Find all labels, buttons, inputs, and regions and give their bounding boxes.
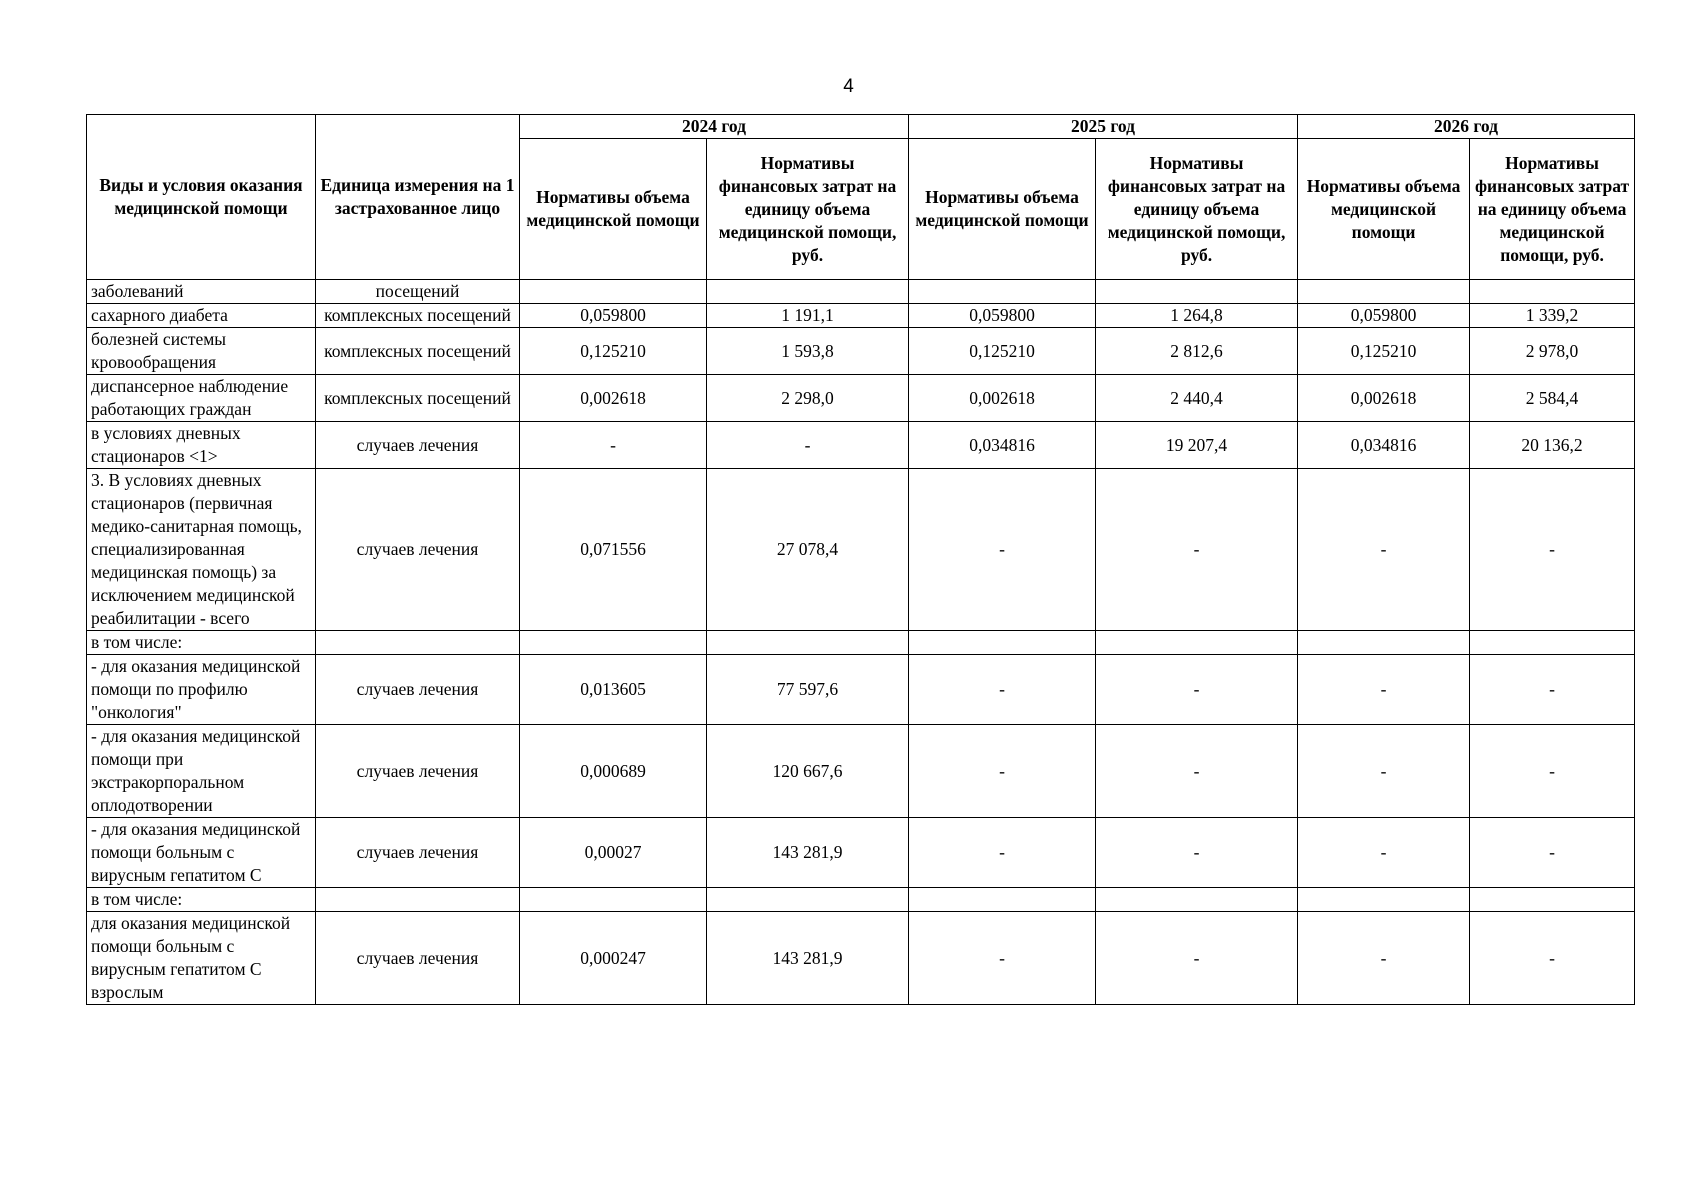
- cell-cost-2024: 2 298,0: [707, 375, 909, 422]
- cell-volume-2026: 0,034816: [1298, 422, 1470, 469]
- cell-cost-2024: 1 191,1: [707, 304, 909, 328]
- cell-cost-2025: -: [1096, 469, 1298, 631]
- cell-cost-2024: [707, 888, 909, 912]
- cell-volume-2026: 0,002618: [1298, 375, 1470, 422]
- cell-volume-2026: -: [1298, 655, 1470, 725]
- cell-volume-2026: 0,125210: [1298, 328, 1470, 375]
- table-row: [87, 422, 1635, 469]
- cell-cost-2025: -: [1096, 655, 1298, 725]
- header-year-2024: 2024 год: [520, 115, 909, 139]
- row-name: для оказания медицинской помощи больным с вирусным гепатитом С взрослым: [87, 912, 316, 1005]
- row-unit: комплексных посещений: [316, 304, 520, 328]
- cell-volume-2024: -: [520, 422, 707, 469]
- cell-volume-2024: [520, 888, 707, 912]
- row-unit: [316, 888, 520, 912]
- row-name: - для оказания медицинской помощи по профилю "онкология": [87, 655, 316, 725]
- cell-cost-2024: 143 281,9: [707, 912, 909, 1005]
- cell-volume-2025: [909, 280, 1096, 304]
- table-row: [87, 469, 1635, 631]
- table-row: [87, 725, 1635, 818]
- cell-cost-2024: [707, 280, 909, 304]
- cell-cost-2025: -: [1096, 725, 1298, 818]
- cell-volume-2026: [1298, 888, 1470, 912]
- table-row: [87, 375, 1635, 422]
- cell-cost-2026: [1470, 888, 1635, 912]
- cell-cost-2025: -: [1096, 818, 1298, 888]
- row-unit: случаев лечения: [316, 655, 520, 725]
- header-volume-2025: Нормативы объема медицинской помощи: [909, 139, 1096, 280]
- cell-cost-2025: 19 207,4: [1096, 422, 1298, 469]
- header-cost-2025: Нормативы финансовых затрат на единицу объема медицинской помощи, руб.: [1096, 139, 1298, 280]
- cell-cost-2024: 77 597,6: [707, 655, 909, 725]
- table-row: [87, 328, 1635, 375]
- cell-cost-2024: [707, 631, 909, 655]
- table-row: [87, 280, 1635, 304]
- table-row: [87, 304, 1635, 328]
- header-volume-2026: Нормативы объема медицинской помощи: [1298, 139, 1470, 280]
- row-unit: посещений: [316, 280, 520, 304]
- cell-volume-2026: 0,059800: [1298, 304, 1470, 328]
- medical-norms-table: [86, 114, 1635, 1005]
- table-row: [87, 818, 1635, 888]
- row-name: диспансерное наблюдение работающих граждан: [87, 375, 316, 422]
- row-unit: комплексных посещений: [316, 375, 520, 422]
- row-name: в том числе:: [87, 631, 316, 655]
- cell-cost-2026: 1 339,2: [1470, 304, 1635, 328]
- cell-volume-2025: 0,002618: [909, 375, 1096, 422]
- cell-cost-2025: [1096, 280, 1298, 304]
- cell-volume-2024: 0,002618: [520, 375, 707, 422]
- cell-cost-2024: 143 281,9: [707, 818, 909, 888]
- cell-cost-2024: -: [707, 422, 909, 469]
- cell-volume-2024: 0,000689: [520, 725, 707, 818]
- cell-cost-2025: -: [1096, 912, 1298, 1005]
- row-name: 3. В условиях дневных стационаров (первичная медико-санитарная помощь, специализированная медицинская помощь) за исключением медицинской реабилитации - всего: [87, 469, 316, 631]
- table-row: [87, 888, 1635, 912]
- cell-cost-2026: -: [1470, 655, 1635, 725]
- row-unit: случаев лечения: [316, 818, 520, 888]
- row-unit: случаев лечения: [316, 422, 520, 469]
- cell-volume-2024: 0,00027: [520, 818, 707, 888]
- cell-cost-2024: 120 667,6: [707, 725, 909, 818]
- header-year-2026: 2026 год: [1298, 115, 1635, 139]
- cell-volume-2025: [909, 888, 1096, 912]
- cell-cost-2024: 1 593,8: [707, 328, 909, 375]
- cell-volume-2026: -: [1298, 912, 1470, 1005]
- cell-volume-2024: 0,071556: [520, 469, 707, 631]
- cell-cost-2026: -: [1470, 818, 1635, 888]
- cell-cost-2026: -: [1470, 725, 1635, 818]
- cell-cost-2026: 2 584,4: [1470, 375, 1635, 422]
- cell-cost-2024: 27 078,4: [707, 469, 909, 631]
- cell-volume-2024: 0,013605: [520, 655, 707, 725]
- cell-volume-2026: [1298, 631, 1470, 655]
- cell-volume-2024: [520, 631, 707, 655]
- cell-cost-2026: -: [1470, 912, 1635, 1005]
- row-unit: случаев лечения: [316, 725, 520, 818]
- cell-volume-2025: -: [909, 912, 1096, 1005]
- table-row: [87, 912, 1635, 1005]
- cell-volume-2024: [520, 280, 707, 304]
- cell-cost-2026: [1470, 280, 1635, 304]
- cell-volume-2025: -: [909, 655, 1096, 725]
- cell-cost-2025: [1096, 888, 1298, 912]
- header-type-of-care: Виды и условия оказания медицинской помощи: [87, 115, 316, 280]
- header-cost-2024: Нормативы финансовых затрат на единицу объема медицинской помощи, руб.: [707, 139, 909, 280]
- cell-cost-2025: [1096, 631, 1298, 655]
- row-name: в условиях дневных стационаров <1>: [87, 422, 316, 469]
- row-unit: случаев лечения: [316, 912, 520, 1005]
- cell-cost-2026: -: [1470, 469, 1635, 631]
- cell-cost-2025: 2 440,4: [1096, 375, 1298, 422]
- cell-cost-2026: [1470, 631, 1635, 655]
- row-name: заболеваний: [87, 280, 316, 304]
- cell-volume-2025: 0,125210: [909, 328, 1096, 375]
- row-name: в том числе:: [87, 888, 316, 912]
- cell-cost-2025: 2 812,6: [1096, 328, 1298, 375]
- header-cost-2026: Нормативы финансовых затрат на единицу объема медицинской помощи, руб.: [1470, 139, 1635, 280]
- page-number: 4: [843, 76, 854, 97]
- row-name: болезней системы кровообращения: [87, 328, 316, 375]
- cell-volume-2025: [909, 631, 1096, 655]
- cell-volume-2024: 0,000247: [520, 912, 707, 1005]
- cell-cost-2026: 20 136,2: [1470, 422, 1635, 469]
- cell-cost-2025: 1 264,8: [1096, 304, 1298, 328]
- cell-volume-2025: -: [909, 725, 1096, 818]
- cell-volume-2026: -: [1298, 725, 1470, 818]
- cell-volume-2025: -: [909, 818, 1096, 888]
- cell-volume-2026: -: [1298, 818, 1470, 888]
- row-name: сахарного диабета: [87, 304, 316, 328]
- table-row: [87, 655, 1635, 725]
- cell-volume-2024: 0,059800: [520, 304, 707, 328]
- cell-volume-2025: -: [909, 469, 1096, 631]
- row-unit: [316, 631, 520, 655]
- header-year-2025: 2025 год: [909, 115, 1298, 139]
- cell-volume-2026: [1298, 280, 1470, 304]
- cell-volume-2024: 0,125210: [520, 328, 707, 375]
- cell-volume-2025: 0,059800: [909, 304, 1096, 328]
- row-unit: комплексных посещений: [316, 328, 520, 375]
- cell-cost-2026: 2 978,0: [1470, 328, 1635, 375]
- row-unit: случаев лечения: [316, 469, 520, 631]
- cell-volume-2026: -: [1298, 469, 1470, 631]
- header-volume-2024: Нормативы объема медицинской помощи: [520, 139, 707, 280]
- row-name: - для оказания медицинской помощи при экстракорпоральном оплодотворении: [87, 725, 316, 818]
- table-row: [87, 631, 1635, 655]
- header-unit: Единица измерения на 1 застрахованное лицо: [316, 115, 520, 280]
- row-name: - для оказания медицинской помощи больным с вирусным гепатитом С: [87, 818, 316, 888]
- cell-volume-2025: 0,034816: [909, 422, 1096, 469]
